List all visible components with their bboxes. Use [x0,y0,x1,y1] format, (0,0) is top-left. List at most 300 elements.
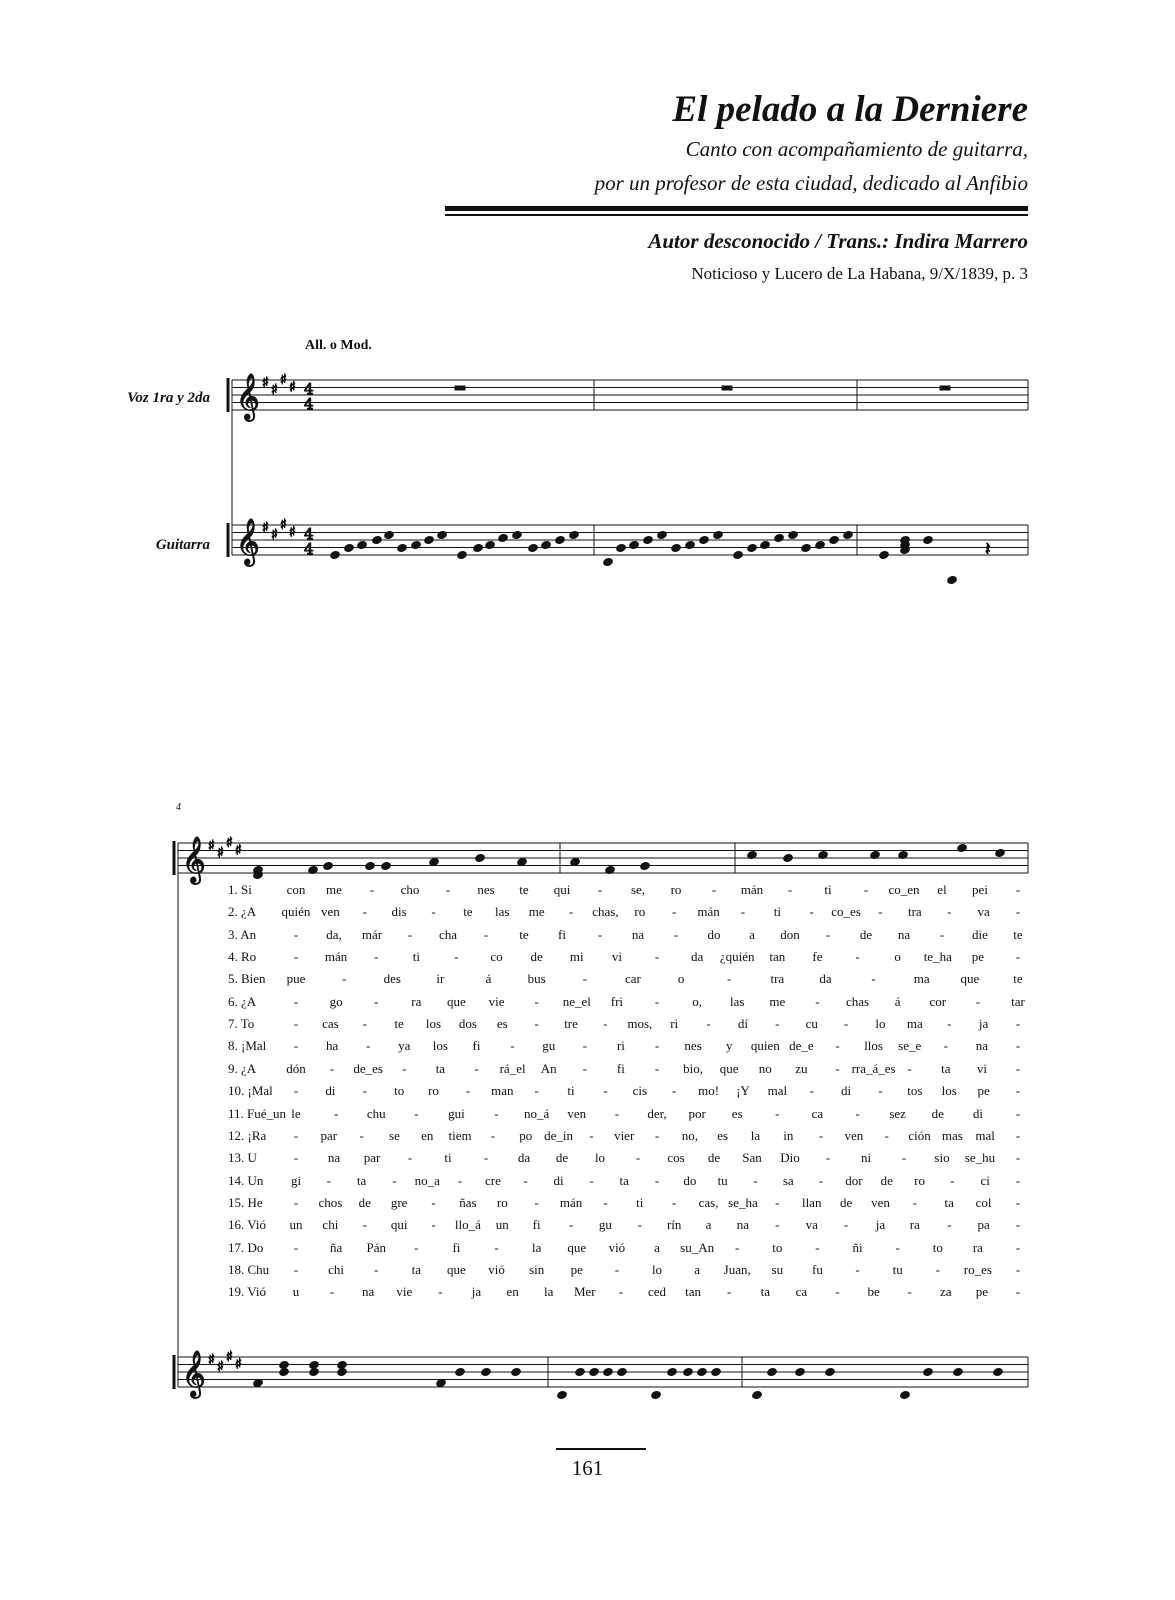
lyric-verse-start: 4. Ro [228,949,257,965]
lyric-syllable: qui [553,882,571,897]
lyric-syllable: - [374,1261,379,1277]
lyric-syllable: ro [670,882,682,897]
lyric-syllable: par [363,1150,381,1166]
sharp-sign: ♯ [217,1359,224,1376]
lyric-syllable: - [407,926,413,942]
lyric-verse [0,1061,1175,1079]
guitar-note [711,1367,722,1376]
lyric-syllable: za [940,1284,952,1300]
lyric-syllable: - [618,1284,624,1300]
lyric-syllable: ced [647,1284,667,1300]
lyric-verse [0,1173,1175,1191]
lyric-verse-start: 18. Chu [228,1261,270,1277]
lyric-syllable: - [362,1217,367,1233]
lyric-syllable: - [871,971,876,987]
guitar-note [603,557,614,566]
lyric-verse-start: 19. Vió [228,1284,266,1300]
lyric-syllable: - [815,993,820,1009]
lyric-syllable: chi [328,1261,345,1277]
lyric-syllable: ti [773,904,781,920]
lyric-syllable: - [568,904,574,920]
lyric-syllable: - [672,1083,677,1099]
lyric-syllable: gui [448,1105,465,1121]
lyric-syllable: cha [438,926,458,942]
guitar-note [629,540,640,549]
lyric-syllable: - [523,1172,528,1188]
lyric-syllable: Dio [780,1150,800,1166]
lyric-syllable: - [438,1284,443,1300]
lyric-verse [0,994,1175,1012]
lyric-syllable: - [603,1194,608,1210]
lyric-syllable: - [727,971,732,987]
lyric-syllable: - [568,1217,574,1233]
sharp-sign: ♯ [280,517,287,534]
guitar-note [569,530,580,539]
lyric-syllable: ta [760,1284,770,1300]
guitar-note [411,540,422,549]
lyric-syllable: - [835,1284,840,1300]
lyric-syllable: mas [941,1127,963,1143]
lyric-verse-start: 10. ¡Mal [228,1083,273,1099]
lyric-syllable: ti [567,1083,575,1099]
lyric-syllable: la [543,1284,554,1300]
subtitle-line-2: por un profesor de esta ciudad, dedicado al Anfibio [594,171,1028,195]
lyric-syllable: gi [290,1172,302,1188]
guitar-note [699,535,710,544]
lyric-syllable: - [835,1060,840,1076]
lyric-syllable: ro [914,1172,925,1188]
lyric-syllable: quien [750,1038,780,1054]
lyric-syllable: cho [400,882,420,897]
lyric-syllable: chi [322,1217,339,1233]
lyric-syllable: - [1015,1105,1021,1121]
lyric-syllable: - [445,882,451,897]
lyric-syllable: - [947,904,952,920]
lyric-syllable: - [329,1060,335,1076]
lyric-syllable: cor [929,993,947,1009]
guitar-note [330,550,341,559]
lyric-syllable: ta [941,1060,951,1076]
lyric-syllable: sio [934,1150,950,1166]
guitar-note [309,1360,320,1369]
sharp-sign: ♯ [226,1349,233,1366]
lyric-syllable: na [327,1150,341,1166]
lyric-syllable: - [457,1172,463,1188]
lyric-syllable: - [402,1060,407,1076]
lyric-syllable: tiem [448,1127,472,1143]
treble-clef: 𝄞 [236,374,260,420]
lyric-syllable: por [688,1105,706,1121]
guitar-note [384,530,395,539]
lyric-syllable: - [414,1239,419,1255]
lyric-syllable: co [490,949,503,965]
guitar-note [825,1367,836,1376]
lyric-syllable: es [731,1105,743,1121]
lyric-verse [0,1128,1175,1146]
lyric-syllable: - [947,1016,952,1032]
lyric-syllable: la [750,1127,761,1143]
guitar-note [616,543,627,552]
lyric-syllable: me [326,882,342,897]
lyric-syllable: vie [396,1284,413,1300]
lyric-syllable: ta [944,1194,954,1210]
lyric-syllable: mo! [698,1083,720,1099]
lyric-syllable: fi [558,926,566,942]
lyric-syllable: ña [329,1239,343,1255]
lyric-syllable: - [534,1194,539,1210]
guitar-note [923,535,934,544]
guitar-note [485,540,496,549]
lyric-syllable: de [530,949,543,965]
lyric-verse-start: 11. Fué_un [228,1105,287,1121]
lyric-syllable: su_An [680,1239,715,1255]
lyric-verse-start: 14. Un [228,1172,264,1188]
guitar-note [685,540,696,549]
guitar-note [457,550,468,559]
sharp-sign: ♯ [262,519,269,536]
lyric-syllable: vi [976,1060,987,1076]
lyric-syllable: - [431,904,436,920]
guitar-note [993,1367,1004,1376]
lyric-syllable: - [895,1239,900,1255]
lyric-syllable: do [683,1172,697,1188]
lyric-syllable: ri [616,1038,625,1054]
lyric-syllable: la [531,1239,542,1255]
lyric-syllable: - [465,1083,471,1099]
lyric-syllable: de_in [544,1127,573,1143]
lyric-syllable: ñas [459,1194,477,1210]
lyric-syllable: con [286,882,306,897]
lyric-verse-start: 8. ¡Mal [228,1038,267,1054]
lyric-syllable: ra [909,1217,920,1233]
lyric-syllable: do [707,926,721,942]
lyric-syllable: se_ha [728,1194,758,1210]
treble-clef: 𝄞 [182,1351,206,1397]
guitar-note [498,533,509,542]
guitar-note [643,535,654,544]
lyric-syllable: fri [610,993,624,1009]
lyric-syllable: y [725,1038,733,1054]
guitar-note [774,533,785,542]
guitar-note [767,1367,778,1376]
lyric-syllable: cas [322,1016,339,1032]
lyric-syllable: pa [977,1217,990,1233]
lyric-syllable: a [749,926,755,942]
lyric-syllable: - [654,1060,660,1076]
lyric-syllable: ción [908,1127,931,1143]
lyric-syllable: vier [614,1127,635,1143]
lyric-verse [0,882,1175,900]
lyric-syllable: de [358,1194,371,1210]
lyric-syllable: lo [594,1150,606,1166]
lyric-verse [0,1217,1175,1235]
lyric-syllable: ja [978,1016,989,1032]
lyric-syllable: mán [740,882,764,897]
lyric-syllable: ti [412,949,420,965]
lyric-syllable: ci [980,1172,990,1188]
lyric-syllable: o [677,971,685,987]
guitar-note [555,535,566,544]
lyric-syllable: - [855,949,860,965]
guitar-note [795,1367,806,1376]
sharp-sign: ♯ [289,379,296,396]
lyric-syllable: - [1015,1217,1021,1233]
lyric-syllable: - [1015,1194,1021,1210]
guitar-note [671,543,682,552]
lyric-syllable: bio, [683,1060,704,1076]
lyric-syllable: - [362,1016,367,1032]
lyric-syllable: - [1015,1083,1021,1099]
lyric-verse-start: 3. An [228,926,257,942]
lyric-syllable: - [878,1083,883,1099]
lyric-syllable: que [447,993,466,1009]
whole-rest [455,386,465,390]
time-signature: 4 [304,525,314,543]
guitar-note [651,1390,662,1399]
lyric-syllable: - [672,1194,677,1210]
lyric-syllable: - [329,1284,335,1300]
lyric-syllable: pe [570,1261,583,1277]
lyric-syllable: - [293,1239,299,1255]
lyric-syllable: - [483,926,489,942]
lyric-syllable: vió [488,1261,505,1277]
lyric-syllable: - [843,1217,849,1233]
voice-note [957,843,968,852]
lyric-syllable: rá_el [499,1060,526,1076]
treble-clef: 𝄞 [182,837,206,883]
sharp-sign: ♯ [271,382,278,399]
lyric-syllable: - [825,1150,831,1166]
voice-note [640,861,651,870]
lyric-syllable: gre [390,1194,408,1210]
lyric-syllable: da [690,949,704,965]
lyric-syllable: - [589,1172,594,1188]
guitar-note [752,1390,763,1399]
lyric-syllable: - [855,1261,860,1277]
lyric-syllable: co_en [888,882,920,897]
guitar-note [541,540,552,549]
page-number-rule [556,1448,646,1450]
guitar-note [713,530,724,539]
lyric-syllable: - [597,882,603,897]
lyric-syllable: un [495,1217,509,1233]
lyric-syllable: a [694,1261,700,1277]
lyric-syllable: - [293,926,299,942]
lyric-syllable: - [326,1172,331,1188]
lyric-syllable: - [935,1261,940,1277]
lyric-syllable: gu [542,1038,556,1054]
guitar-note [437,530,448,539]
lyric-syllable: chu [366,1105,386,1121]
lyric-verse-start: 5. Bien [228,971,266,987]
lyric-syllable: - [603,1083,608,1099]
lyric-syllable: - [818,1127,824,1143]
lyric-syllable: dí [737,1016,748,1032]
tempo-marking: All. o Mod. [305,338,372,353]
lyric-syllable: - [483,1150,489,1166]
lyric-syllable: que [447,1261,466,1277]
lyric-syllable: na [736,1217,750,1233]
lyric-syllable: - [637,1217,642,1233]
lyric-syllable: tra [770,971,785,987]
lyric-syllable: de [555,1150,569,1166]
lyric-syllable: - [407,1150,413,1166]
guitar-note [733,550,744,559]
guitar-note [747,543,758,552]
subtitle-line-1: Canto con acompañamiento de guitarra, [685,137,1028,161]
lyric-syllable: Pán [366,1239,386,1255]
voice-note [475,853,486,862]
lyric-verse [0,971,1175,989]
guitar-note [511,1367,522,1376]
lyric-syllable: - [706,1016,711,1032]
guitar-note [788,530,799,539]
guitar-note [953,1367,964,1376]
lyric-syllable: - [1015,882,1021,897]
guitar-note [424,535,435,544]
lyric-syllable: los [941,1083,957,1099]
lyric-syllable: se_hu [964,1150,996,1166]
lyric-syllable: te [1013,971,1023,987]
lyric-syllable: un [289,1217,303,1233]
guitar-note [455,1367,466,1376]
guitar-note [815,540,826,549]
lyric-syllable: - [494,1105,499,1121]
lyric-syllable: nes [684,1038,702,1054]
lyric-syllable: - [939,926,945,942]
lyric-syllable: cre [484,1172,501,1188]
lyric-syllable: to [772,1239,783,1255]
lyric-syllable: dis [391,904,407,920]
lyric-syllable: - [825,926,831,942]
lyric-syllable: ro [634,904,646,920]
lyric-syllable: man [491,1083,514,1099]
voice-note [995,848,1006,857]
lyric-syllable: - [740,904,746,920]
lyric-syllable: qui [390,1217,408,1233]
lyric-syllable: - [727,1284,732,1300]
lyric-verse [0,904,1175,922]
lyric-syllable: - [1015,1239,1021,1255]
guitar-note [603,1367,614,1376]
lyric-syllable: ti [636,1194,644,1210]
guitar-note [879,550,890,559]
lyric-syllable: - [884,1127,889,1143]
lyric-syllable: - [775,1194,780,1210]
lyric-syllable: no, [681,1127,698,1143]
lyric-syllable: lo [651,1261,663,1277]
lyric-verse-start: 2. ¿A [228,904,257,920]
lyric-syllable: mos, [627,1016,653,1032]
lyric-syllable: a [705,1217,712,1233]
lyric-syllable: rra_á_es [851,1060,896,1076]
lyric-syllable: fi [616,1060,625,1076]
lyric-syllable: ri [670,1016,679,1032]
lyric-syllable: - [293,949,299,965]
lyric-syllable: po [519,1127,533,1143]
guitar-note [557,1390,568,1399]
lyric-syllable: - [818,1172,824,1188]
lyric-syllable: ro [496,1194,508,1210]
guitar-note [397,543,408,552]
lyric-syllable: las [729,993,745,1009]
lyric-verse-start: 12. ¡Ra [228,1127,267,1143]
guitar-note [923,1367,934,1376]
lyric-syllable: no_a [414,1172,440,1188]
lyric-syllable: - [431,1217,436,1233]
lyric-syllable: ca [811,1105,824,1121]
lyric-syllable: ro [428,1083,439,1099]
lyric-syllable: tu [717,1172,728,1188]
lyric-syllable: - [809,904,814,920]
time-signature: 4 [304,395,314,413]
lyric-syllable: cis [632,1083,648,1099]
lyric-syllable: tre [564,1016,578,1032]
lyric-verse [0,1038,1175,1056]
sharp-sign: ♯ [280,372,287,389]
lyric-syllable: - [582,971,587,987]
lyric-syllable: da [819,971,832,987]
lyric-syllable: tar [1011,993,1025,1009]
lyric-syllable: - [1015,904,1021,920]
lyric-syllable: pe [971,949,985,965]
lyric-syllable: es [496,1016,508,1032]
lyric-syllable: de [707,1150,721,1166]
lyric-syllable: - [654,1127,660,1143]
lyric-syllable: mal [767,1083,788,1099]
lyric-verse-start: 15. He [228,1194,263,1210]
lyric-syllable: - [1015,1261,1021,1277]
lyric-syllable: llo_á [454,1217,481,1233]
lyric-syllable: que [960,971,980,987]
lyric-syllable: tan [769,949,786,965]
lyric-syllable: ya [398,1038,411,1054]
lyric-syllable: no [758,1060,772,1076]
lyric-syllable: pe [977,1083,990,1099]
lyric-syllable: dón [286,1060,306,1076]
lyric-syllable: - [901,1150,907,1166]
lyric-syllable: go [329,993,343,1009]
lyric-syllable: a [654,1239,660,1255]
lyric-syllable: me [528,904,545,920]
lyric-syllable: - [369,882,375,897]
lyric-syllable: - [510,1038,515,1054]
lyric-syllable: An [540,1060,557,1076]
lyric-syllable: que [567,1239,587,1255]
lyric-syllable: á [485,971,492,987]
lyric-syllable: ro_es [963,1261,992,1277]
lyric-syllable: mán [697,904,720,920]
lyric-syllable: - [582,1060,587,1076]
lyric-syllable: - [614,1105,620,1121]
lyric-syllable: - [1015,1060,1021,1076]
lyric-syllable: fi [532,1217,541,1233]
lyric-syllable: mal [975,1127,995,1143]
lyric-syllable: o, [692,993,702,1009]
guitar-note [337,1360,348,1369]
lyric-syllable: los [432,1038,448,1054]
lyric-syllable: die [972,926,988,942]
lyric-syllable: - [293,993,299,1009]
lyric-syllable: fu [812,1261,823,1277]
lyric-syllable: San [742,1150,762,1166]
guitar-note [657,530,668,539]
lyric-syllable: ir [436,971,445,987]
lyric-verse-start: 9. ¿A [228,1060,257,1076]
lyric-syllable: - [474,1060,479,1076]
guitar-note [344,543,355,552]
lyric-syllable: rín [666,1217,682,1233]
